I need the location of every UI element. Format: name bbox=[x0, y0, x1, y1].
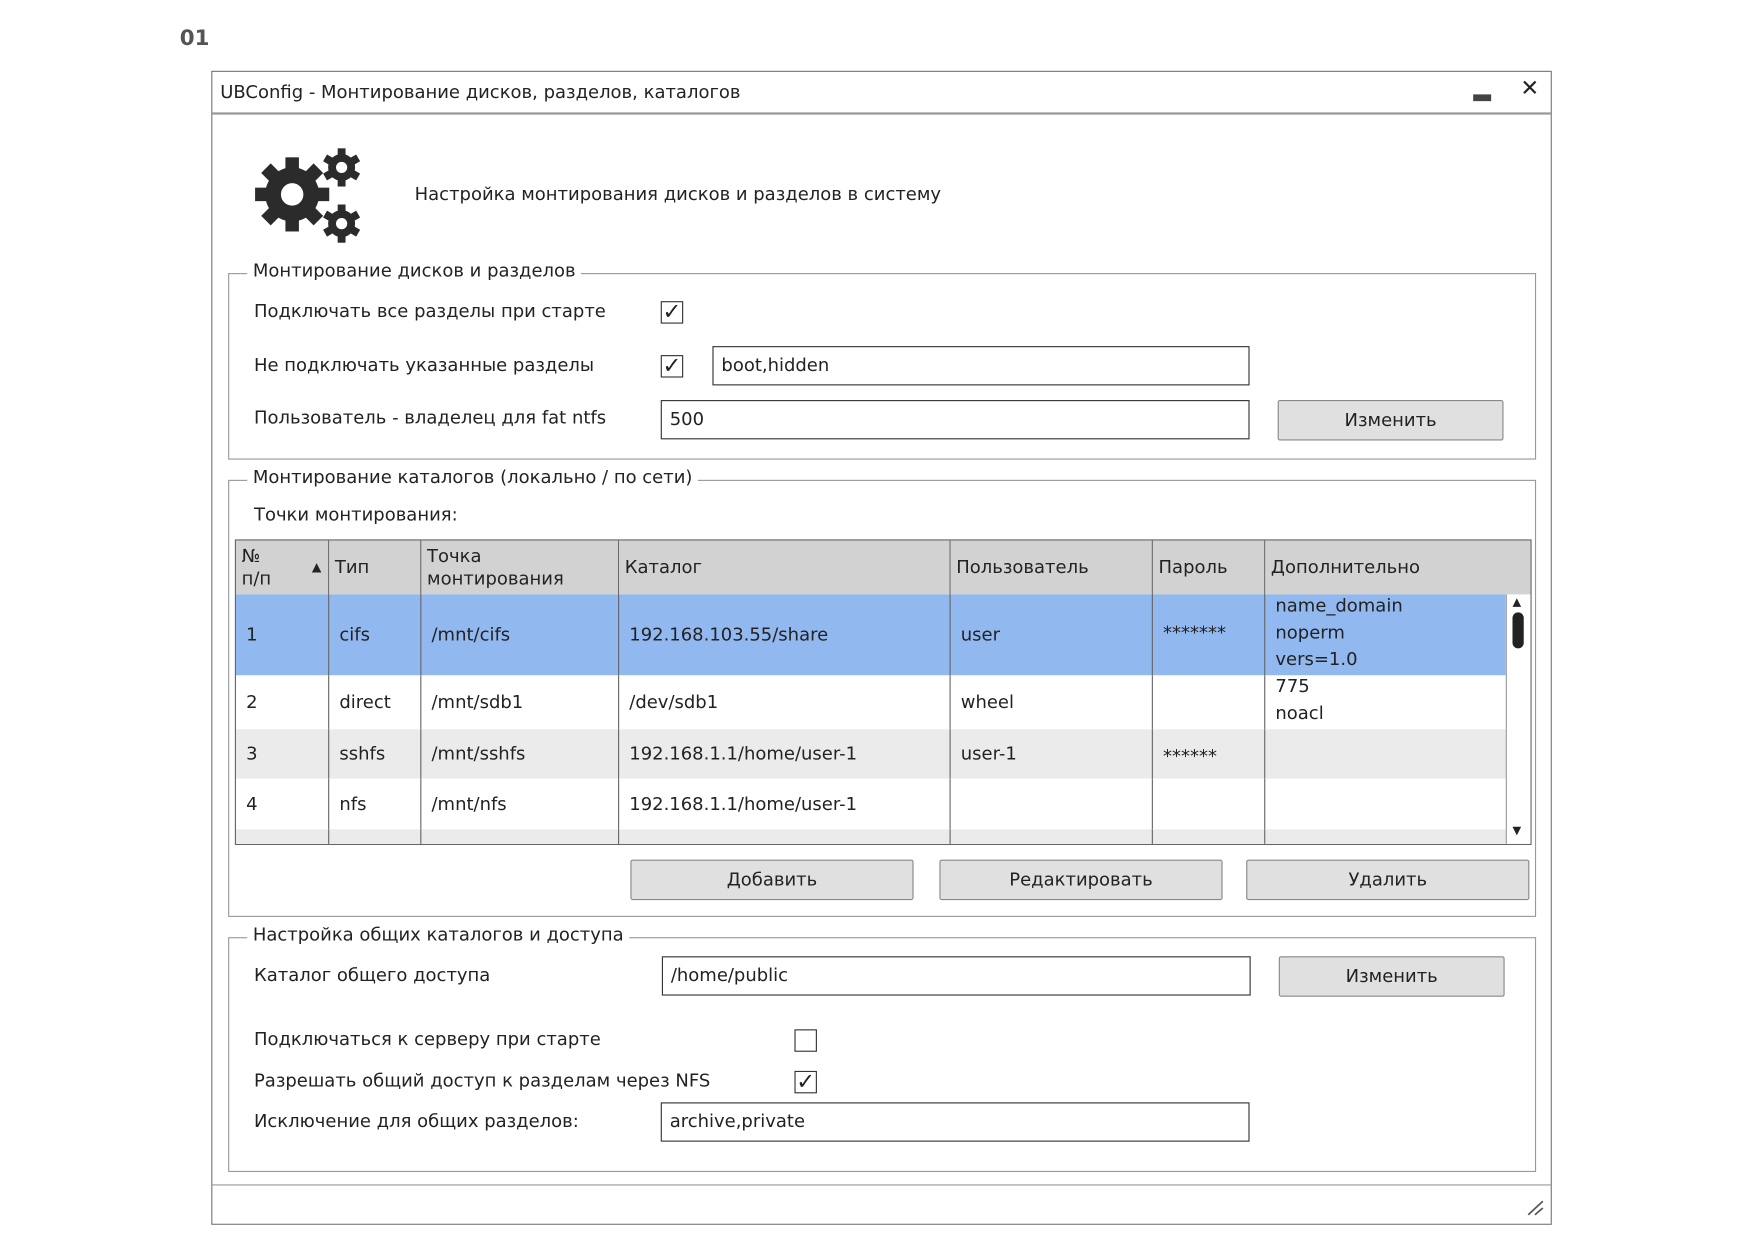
shared-legend: Настройка общих каталогов и доступа bbox=[247, 924, 629, 945]
cell-password bbox=[1153, 829, 1265, 845]
cell-text: 775 noacl bbox=[1275, 675, 1324, 724]
cell-type bbox=[329, 594, 421, 675]
cell-text: ******* bbox=[1163, 621, 1226, 643]
owner-label: Пользователь - владелец для fat ntfs bbox=[253, 406, 607, 429]
cell-catalog bbox=[619, 779, 950, 830]
title-bar[interactable] bbox=[212, 72, 1550, 115]
table-row[interactable] bbox=[236, 779, 1506, 830]
cell-text: ****** bbox=[1163, 745, 1217, 767]
cell-catalog bbox=[619, 675, 950, 729]
cell-catalog bbox=[619, 729, 950, 778]
cell-text: nfs bbox=[339, 792, 367, 815]
cell-text: user-1 bbox=[960, 742, 1017, 765]
delete-button[interactable]: Удалить bbox=[1246, 860, 1529, 900]
table-row-empty[interactable] bbox=[236, 829, 1506, 845]
nfs-checkbox[interactable]: ✓ bbox=[796, 1067, 816, 1095]
mount-all-checkbox[interactable]: ✓ bbox=[662, 297, 682, 325]
column-header-number[interactable] bbox=[236, 540, 329, 594]
catalogs-legend: Монтирование каталогов (локально / по сети) bbox=[247, 466, 698, 487]
exclude-label: Не подключать указанные разделы bbox=[253, 353, 595, 376]
exclude-input[interactable]: boot,hidden bbox=[712, 346, 1249, 385]
cell-text: 2 bbox=[246, 691, 258, 713]
cell-number bbox=[236, 594, 329, 675]
cell-user bbox=[951, 729, 1153, 778]
add-button[interactable]: Добавить bbox=[630, 860, 913, 900]
public-change-button[interactable]: Изменить bbox=[1279, 956, 1505, 996]
cell-text: /mnt/sdb1 bbox=[431, 691, 524, 713]
connect-label: Подключаться к серверу при старте bbox=[253, 1028, 601, 1050]
exceptions-label: Исключение для общих разделов: bbox=[253, 1110, 579, 1132]
cell-text: 1 bbox=[246, 623, 258, 646]
cell-text: /mnt/nfs bbox=[431, 792, 507, 815]
connect-checkbox[interactable] bbox=[794, 1029, 816, 1051]
cell-text: user bbox=[960, 623, 1000, 646]
public-label: Каталог общего доступа bbox=[253, 964, 491, 986]
mount-points-label: Точки монтирования: bbox=[253, 503, 458, 525]
window-title: UBConfig - Монтирование дисков, разделов, каталогов bbox=[220, 80, 741, 103]
owner-input[interactable]: 500 bbox=[661, 400, 1250, 439]
scroll-thumb[interactable] bbox=[1513, 612, 1524, 648]
column-header-label: Дополнительно bbox=[1270, 556, 1421, 578]
cell-text: direct bbox=[339, 691, 391, 713]
header-text: Настройка монтирования дисков и разделов в систему bbox=[414, 183, 942, 205]
cell-number bbox=[236, 675, 329, 729]
table-row[interactable] bbox=[236, 675, 1506, 729]
cell-text: sshfs bbox=[339, 742, 386, 765]
cell-user bbox=[951, 779, 1153, 830]
column-header-type[interactable] bbox=[329, 540, 421, 594]
table-row[interactable] bbox=[236, 729, 1506, 778]
cell-password bbox=[1153, 779, 1265, 830]
column-header-label: Тип bbox=[334, 556, 370, 578]
cell-password bbox=[1153, 729, 1265, 778]
minimize-icon[interactable] bbox=[1473, 94, 1491, 101]
cell-text: 3 bbox=[246, 742, 258, 765]
cell-number bbox=[236, 779, 329, 830]
cell-extra bbox=[1265, 594, 1505, 675]
table-row[interactable] bbox=[236, 594, 1506, 675]
cell-number bbox=[236, 829, 329, 845]
cell-text: /dev/sdb1 bbox=[629, 691, 719, 713]
cell-password bbox=[1153, 675, 1265, 729]
column-header-catalog[interactable] bbox=[619, 540, 950, 594]
disks-legend: Монтирование дисков и разделов bbox=[247, 260, 581, 281]
cell-extra bbox=[1265, 779, 1505, 830]
public-input[interactable]: /home/public bbox=[662, 956, 1251, 995]
column-header-password[interactable] bbox=[1153, 540, 1265, 594]
scroll-up-icon[interactable]: ▲ bbox=[1512, 596, 1522, 610]
cell-type bbox=[329, 829, 421, 845]
vertical-scrollbar[interactable] bbox=[1506, 594, 1532, 843]
column-header-user[interactable] bbox=[951, 540, 1153, 594]
nfs-label: Разрешать общий доступ к разделам через NFS bbox=[253, 1069, 711, 1092]
cell-password bbox=[1153, 594, 1265, 675]
cell-extra bbox=[1265, 829, 1505, 845]
column-header-extra[interactable] bbox=[1265, 540, 1530, 594]
column-header-label: Пользователь bbox=[956, 556, 1089, 578]
column-header-mount-point[interactable] bbox=[421, 540, 619, 594]
cell-catalog bbox=[619, 594, 950, 675]
cell-text: wheel bbox=[960, 691, 1014, 713]
column-header-label: Пароль bbox=[1158, 556, 1228, 578]
status-divider bbox=[212, 1184, 1550, 1185]
owner-change-button[interactable]: Изменить bbox=[1278, 400, 1504, 440]
cell-mount-point bbox=[421, 594, 619, 675]
cell-extra bbox=[1265, 675, 1505, 729]
cell-text: /mnt/cifs bbox=[431, 623, 511, 646]
cell-text: 4 bbox=[246, 792, 258, 815]
cell-user bbox=[951, 675, 1153, 729]
edit-button[interactable]: Редактировать bbox=[939, 860, 1222, 900]
cell-mount-point bbox=[421, 829, 619, 845]
cell-text: cifs bbox=[339, 623, 370, 646]
exceptions-input[interactable]: archive,private bbox=[661, 1102, 1250, 1141]
cell-text: name_domain noperm vers=1.0 bbox=[1275, 594, 1403, 670]
cell-text: /mnt/sshfs bbox=[431, 742, 526, 765]
close-icon[interactable]: ✕ bbox=[1520, 74, 1540, 102]
cell-type bbox=[329, 779, 421, 830]
gears-icon bbox=[254, 145, 371, 246]
exclude-checkbox[interactable]: ✓ bbox=[662, 351, 682, 379]
cell-mount-point bbox=[421, 779, 619, 830]
resize-grip-icon[interactable] bbox=[1526, 1200, 1544, 1216]
cell-catalog bbox=[619, 829, 950, 845]
cell-mount-point bbox=[421, 729, 619, 778]
cell-text: 192.168.1.1/home/user-1 bbox=[629, 742, 858, 765]
cell-text: 192.168.103.55/share bbox=[629, 623, 829, 646]
mount-points-table bbox=[235, 539, 1532, 845]
cell-type bbox=[329, 729, 421, 778]
mount-all-label: Подключать все разделы при старте bbox=[253, 300, 606, 322]
page-number: 01 bbox=[179, 25, 210, 51]
cell-type bbox=[329, 675, 421, 729]
cell-user bbox=[951, 829, 1153, 845]
cell-extra bbox=[1265, 729, 1505, 778]
column-header-label: Точка монтирования bbox=[427, 544, 564, 589]
scroll-down-icon[interactable]: ▼ bbox=[1512, 824, 1522, 838]
cell-mount-point bbox=[421, 675, 619, 729]
cell-user bbox=[951, 594, 1153, 675]
cell-text: 192.168.1.1/home/user-1 bbox=[629, 792, 858, 815]
sort-ascending-icon[interactable]: ▲ bbox=[311, 559, 322, 575]
column-header-label: № п/п bbox=[241, 544, 272, 589]
column-header-label: Каталог bbox=[624, 556, 702, 578]
cell-number bbox=[236, 729, 329, 778]
